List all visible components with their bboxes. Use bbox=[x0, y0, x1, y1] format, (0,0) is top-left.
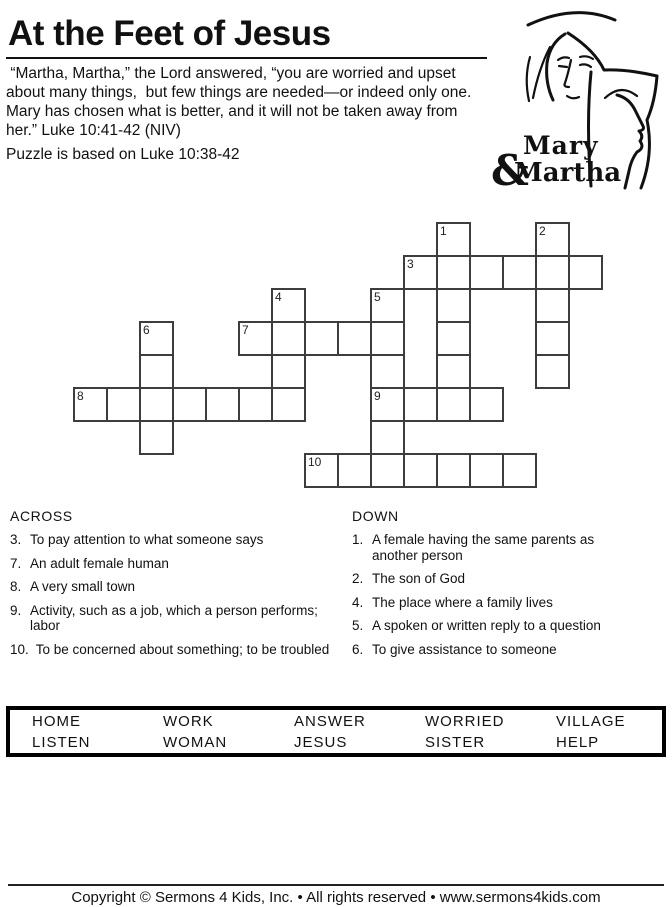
clue-text: A spoken or written reply to a question bbox=[372, 618, 601, 633]
crossword-cell-number: 6 bbox=[143, 323, 150, 337]
crossword-cell-number: 5 bbox=[374, 290, 381, 304]
clue-number: 8. bbox=[10, 579, 22, 594]
clue-number: 2. bbox=[352, 571, 364, 586]
crossword-cell[interactable] bbox=[535, 288, 570, 323]
crossword-cell[interactable] bbox=[436, 387, 471, 422]
crossword-cell[interactable] bbox=[238, 321, 273, 356]
crossword-cell[interactable] bbox=[370, 387, 405, 422]
down-header: DOWN bbox=[352, 508, 399, 524]
clue-text: To pay attention to what someone says bbox=[30, 532, 264, 547]
crossword-cell[interactable] bbox=[139, 420, 174, 455]
puzzle-basis-note: Puzzle is based on Luke 10:38-42 bbox=[6, 146, 240, 163]
crossword-cell[interactable] bbox=[271, 387, 306, 422]
clue-text: Activity, such as a job, which a person performs; labor bbox=[30, 602, 318, 633]
crossword-cell[interactable] bbox=[139, 354, 174, 389]
down-clue-4 bbox=[352, 595, 668, 611]
clue-text: The son of God bbox=[372, 571, 466, 586]
word-bank-word: WORK bbox=[163, 712, 214, 730]
crossword-cell[interactable] bbox=[271, 288, 306, 323]
across-clue-3 bbox=[10, 532, 346, 548]
crossword-cell[interactable] bbox=[469, 255, 504, 290]
logo-ampersand: & bbox=[491, 146, 529, 194]
word-bank-word: VILLAGE bbox=[556, 712, 626, 730]
crossword-cell[interactable] bbox=[436, 255, 471, 290]
clue-number: 6. bbox=[352, 641, 364, 657]
crossword-cell[interactable] bbox=[436, 453, 471, 488]
crossword-cell[interactable] bbox=[337, 453, 372, 488]
crossword-cell[interactable] bbox=[205, 387, 240, 422]
crossword-cell[interactable] bbox=[469, 387, 504, 422]
clue-number: 9. bbox=[10, 602, 22, 618]
crossword-cell[interactable] bbox=[370, 288, 405, 323]
word-bank bbox=[6, 706, 666, 757]
crossword-cell[interactable] bbox=[73, 387, 108, 422]
clue-text: To give assistance to someone bbox=[372, 641, 557, 657]
crossword-cell[interactable] bbox=[271, 354, 306, 389]
word-bank-word: LISTEN bbox=[32, 733, 91, 751]
word-bank-word: ANSWER bbox=[294, 712, 366, 730]
crossword-cell[interactable] bbox=[172, 387, 207, 422]
page-title: At the Feet of Jesus bbox=[8, 14, 331, 53]
crossword-cell[interactable] bbox=[535, 222, 570, 257]
word-bank-word: WOMAN bbox=[163, 733, 228, 751]
down-clues-section bbox=[352, 508, 668, 665]
down-clue-5 bbox=[352, 618, 668, 634]
word-bank-word: HOME bbox=[32, 712, 81, 730]
crossword-cell[interactable] bbox=[370, 420, 405, 455]
word-bank-word: JESUS bbox=[294, 733, 348, 751]
clue-number: 10. bbox=[10, 641, 29, 657]
down-clue-1 bbox=[352, 532, 668, 563]
crossword-cell[interactable] bbox=[370, 453, 405, 488]
across-header: ACROSS bbox=[10, 508, 73, 524]
down-clue-6 bbox=[352, 642, 668, 658]
crossword-cell[interactable] bbox=[502, 453, 537, 488]
crossword-cell-number: 4 bbox=[275, 290, 282, 304]
crossword-cell[interactable] bbox=[238, 387, 273, 422]
crossword-cell-number: 3 bbox=[407, 257, 414, 271]
bible-verse bbox=[6, 64, 492, 140]
crossword-cell[interactable] bbox=[106, 387, 141, 422]
clue-number: 3. bbox=[10, 532, 22, 547]
clue-number: 7. bbox=[10, 555, 22, 571]
crossword-cell-number: 9 bbox=[374, 389, 381, 403]
down-clue-2 bbox=[352, 571, 668, 587]
crossword-cell[interactable] bbox=[370, 354, 405, 389]
crossword-cell[interactable] bbox=[535, 354, 570, 389]
crossword-cell-number: 10 bbox=[308, 455, 322, 469]
crossword-cell[interactable] bbox=[436, 354, 471, 389]
crossword-cell[interactable] bbox=[370, 321, 405, 356]
across-clue-10 bbox=[10, 642, 346, 658]
clue-text: A very small town bbox=[30, 579, 136, 594]
clue-text: To be concerned about something; to be troubled bbox=[35, 641, 330, 657]
clue-text: A female having the same parents as another person bbox=[372, 532, 595, 563]
crossword-cell[interactable] bbox=[337, 321, 372, 356]
across-clues-section bbox=[10, 508, 346, 665]
crossword-cell[interactable] bbox=[271, 321, 306, 356]
across-clue-9 bbox=[10, 603, 346, 634]
footer-rule bbox=[8, 884, 664, 886]
across-clue-7 bbox=[10, 556, 346, 572]
crossword-cell[interactable] bbox=[403, 453, 438, 488]
crossword-cell[interactable] bbox=[403, 387, 438, 422]
crossword-cell[interactable] bbox=[403, 255, 438, 290]
crossword-cell[interactable] bbox=[436, 222, 471, 257]
verse-line: “Martha, Martha,” the Lord answered, “you are worried and upset bbox=[6, 65, 456, 82]
logo-word-mary: Mary bbox=[523, 131, 599, 160]
clue-text: The place where a family lives bbox=[372, 594, 553, 610]
verse-line: about many things, but few things are needed—or indeed only one. bbox=[6, 84, 472, 101]
crossword-grid bbox=[73, 222, 603, 488]
clue-number: 1. bbox=[352, 532, 364, 547]
title-rule bbox=[6, 57, 487, 59]
across-clue-8 bbox=[10, 579, 346, 595]
crossword-cell[interactable] bbox=[139, 321, 174, 356]
crossword-cell-number: 8 bbox=[77, 389, 84, 403]
crossword-cell[interactable] bbox=[304, 453, 339, 488]
clue-text: An adult female human bbox=[30, 555, 169, 571]
crossword-cell[interactable] bbox=[436, 321, 471, 356]
crossword-cell-number: 7 bbox=[242, 323, 249, 337]
crossword-cell[interactable] bbox=[436, 288, 471, 323]
crossword-cell-number: 1 bbox=[440, 224, 447, 238]
verse-line: Mary has chosen what is better, and it will not be taken away from bbox=[6, 103, 458, 120]
word-bank-word: HELP bbox=[556, 733, 600, 751]
footer-copyright: Copyright © Sermons 4 Kids, Inc. • All rights reserved • www.sermons4kids.com bbox=[71, 889, 601, 906]
clue-number: 5. bbox=[352, 618, 364, 633]
logo-word-martha: Martha bbox=[514, 158, 622, 188]
crossword-cell[interactable] bbox=[535, 255, 570, 290]
crossword-cell[interactable] bbox=[502, 255, 537, 290]
mary-martha-logo bbox=[487, 2, 672, 194]
crossword-cell[interactable] bbox=[304, 321, 339, 356]
crossword-cell[interactable] bbox=[568, 255, 603, 290]
crossword-cell[interactable] bbox=[535, 321, 570, 356]
crossword-cell[interactable] bbox=[469, 453, 504, 488]
crossword-cell-number: 2 bbox=[539, 224, 546, 238]
word-bank-word: SISTER bbox=[425, 733, 486, 751]
crossword-cell[interactable] bbox=[139, 387, 174, 422]
word-bank-word: WORRIED bbox=[425, 712, 505, 730]
verse-line: her.” Luke 10:41-42 (NIV) bbox=[6, 122, 181, 139]
clue-number: 4. bbox=[352, 594, 364, 610]
